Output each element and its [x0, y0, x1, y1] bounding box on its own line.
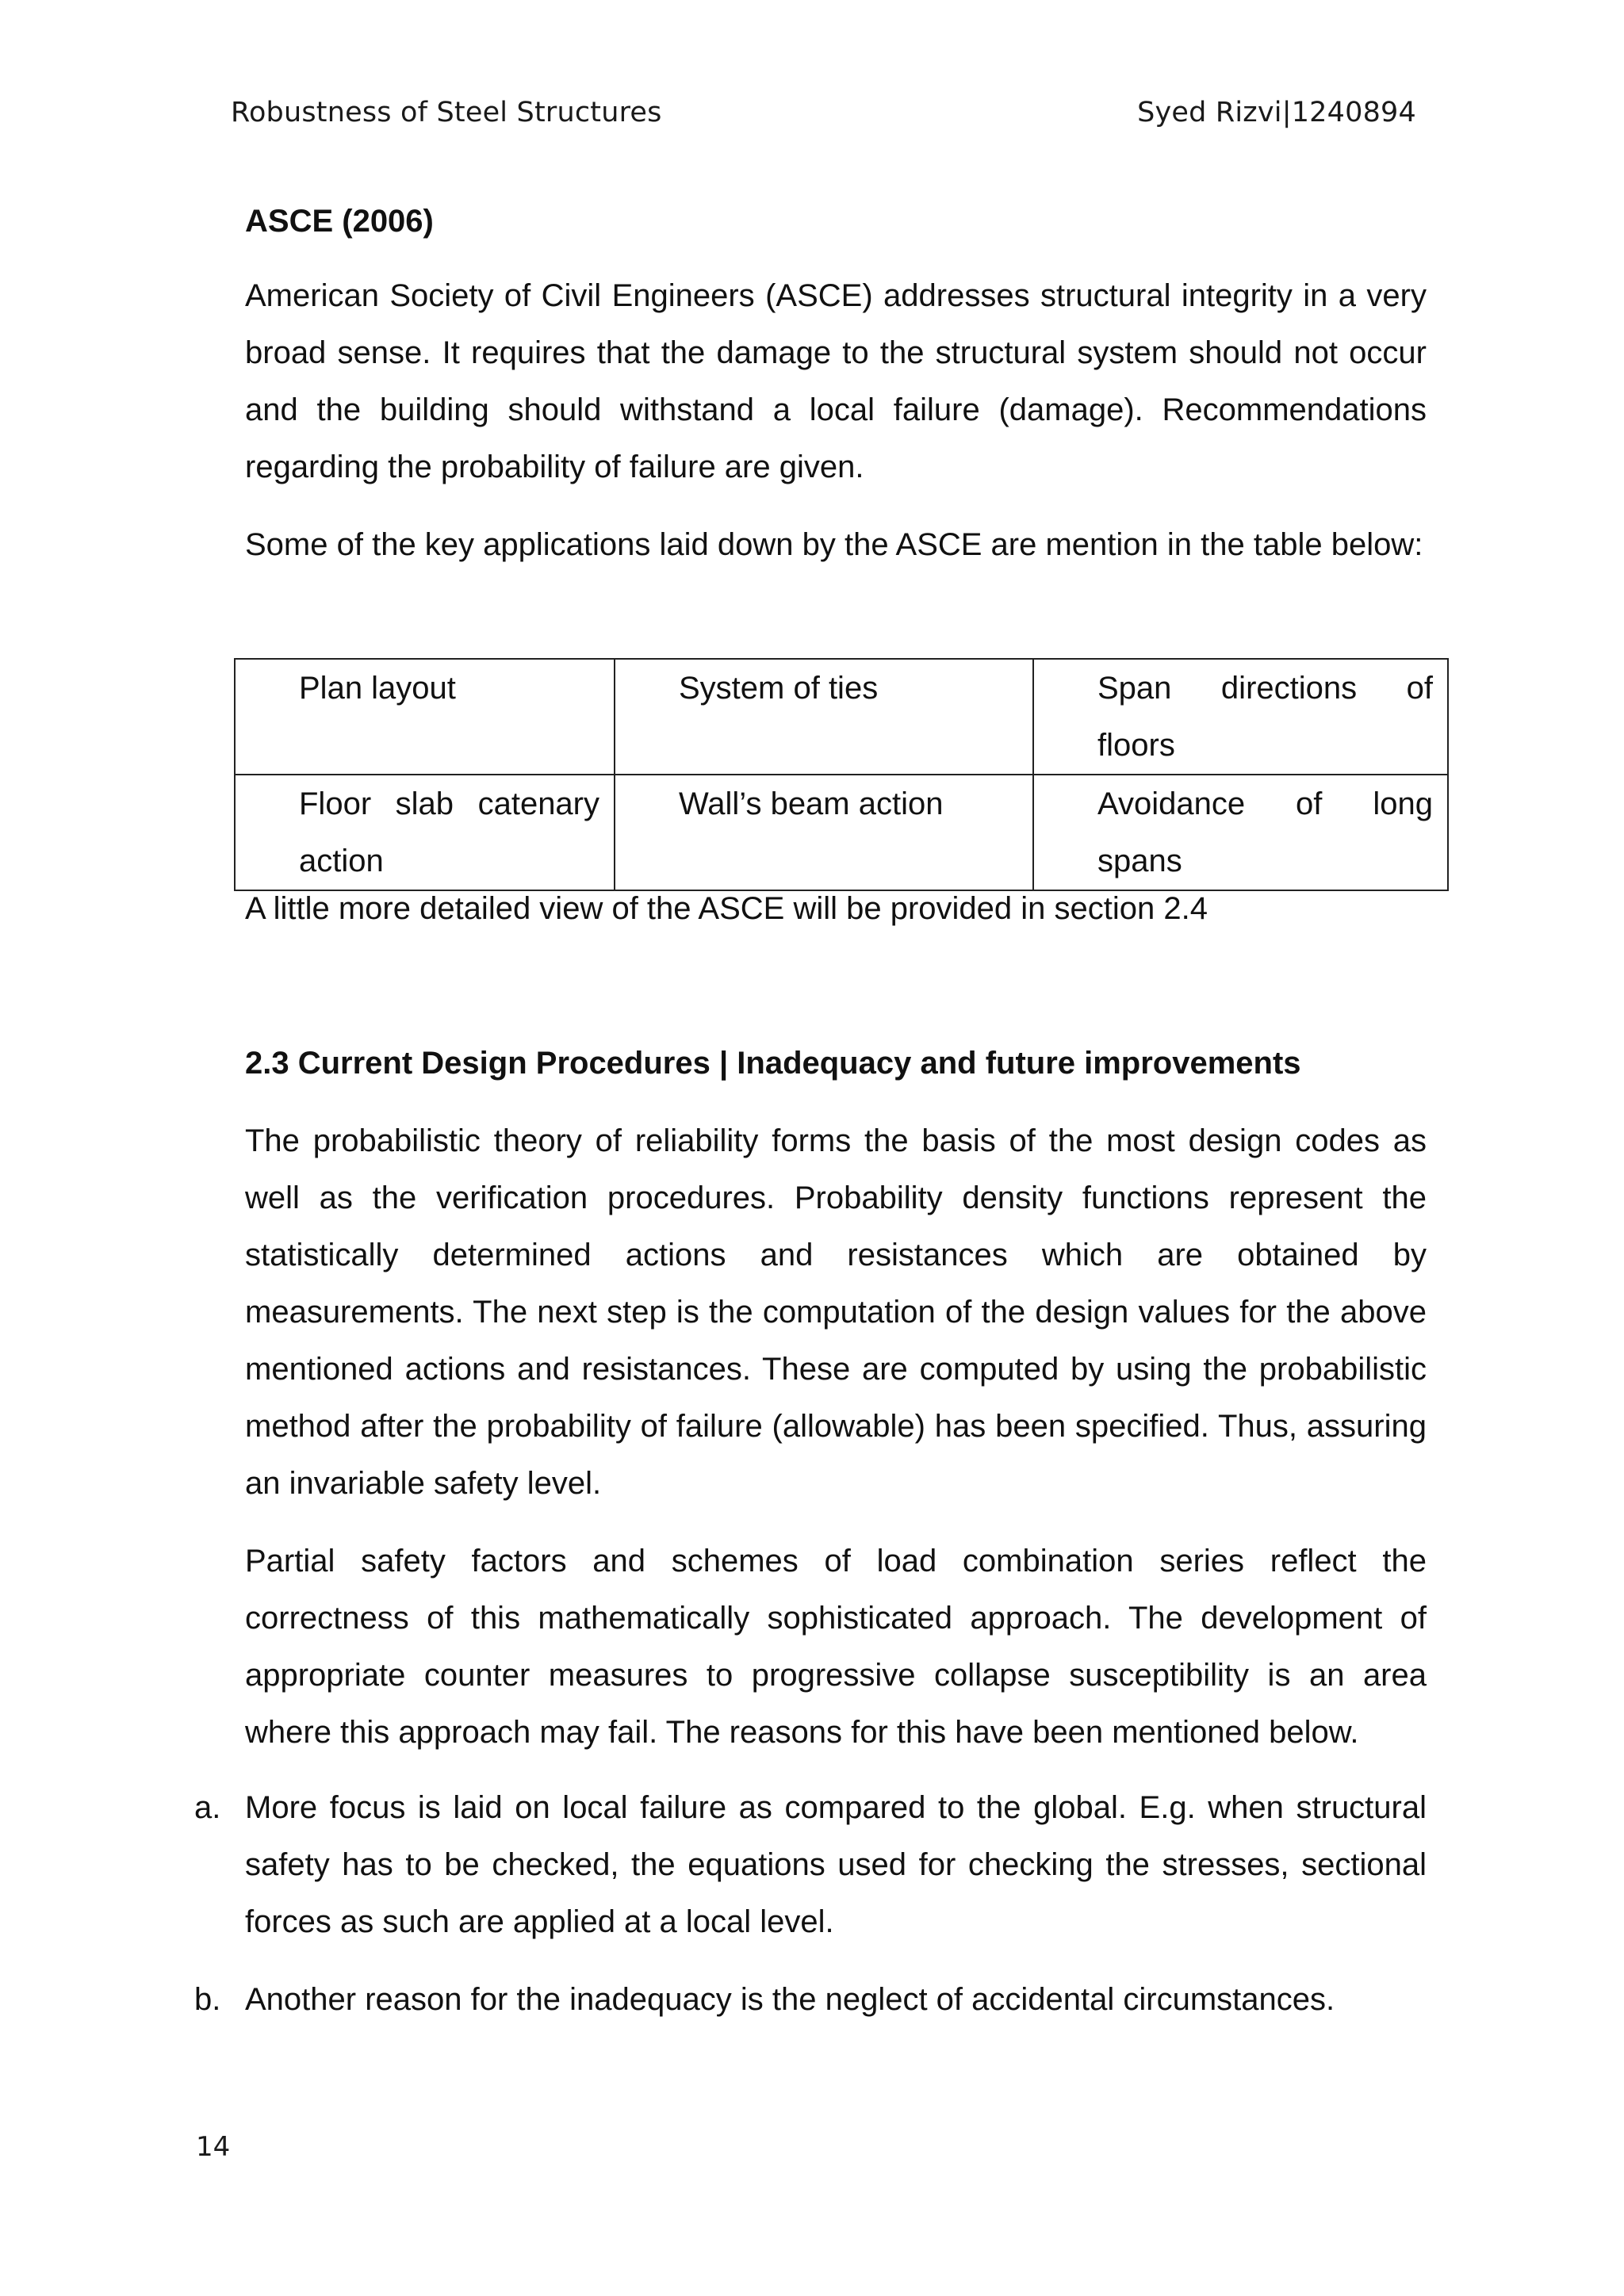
asce-paragraph-1: American Society of Civil Engineers (ASCE) addresses structural integrity in a very broad sense. It requires that the damage to the structural system should not occur and the building should withstand a local failure (damage). Recommendations regarding the probability of failure are given.: [245, 278, 1427, 484]
list-item: [194, 1971, 1427, 2028]
table-row: [235, 659, 1448, 775]
table-cell: Floor slab catenary action: [235, 775, 615, 890]
table-cell: Avoidance of long spans: [1033, 775, 1448, 890]
reasons-list: [194, 1779, 1427, 2028]
asce-heading: ASCE (2006): [245, 204, 434, 239]
list-item-text: More focus is laid on local failure as compared to the global. E.g. when structural safety has to be checked, the equations used for checking the stresses, sectional forces as such are applied at a local level.: [245, 1790, 1427, 1939]
list-marker: b.: [194, 1982, 221, 2017]
page-number: 14: [196, 2131, 231, 2163]
table-row: [235, 775, 1448, 890]
section-2-3-paragraph-1: The probabilistic theory of reliability forms the basis of the most design codes as well as the verification procedures. Probability density functions represent the statistically determined actions and resistances which are obtained by measurements. The next step is the computation of the design values for the above mentioned actions and resistances. These are computed by using the probabilistic method after the probability of failure (allowable) has been specified. Thus, assuring an invariable safety level.: [245, 1123, 1427, 1501]
section-2-3-paragraph-2: Partial safety factors and schemes of load combination series reflect the correctness of this mathematically sophisticated approach. The development of appropriate counter measures to progressive collapse susceptibility is an area where this approach may fail. The reasons for this have been mentioned below.: [245, 1544, 1427, 1750]
table-cell: Span directions of floors: [1033, 659, 1448, 775]
table-followup-note: A little more detailed view of the ASCE will be provided in section 2.4: [245, 891, 1208, 926]
table-cell: Plan layout: [235, 659, 615, 775]
section-2-3: [245, 1035, 1427, 1761]
list-marker: a.: [194, 1790, 221, 1825]
table-cell: Wall’s beam action: [615, 775, 1033, 890]
list-item: [194, 1779, 1427, 1950]
table-cell: System of ties: [615, 659, 1033, 775]
running-header-title: Robustness of Steel Structures: [231, 97, 662, 128]
section-2-3-heading: 2.3 Current Design Procedures | Inadequacy and future improvements: [245, 1046, 1301, 1081]
running-header-author: Syed Rizvi|1240894: [1137, 97, 1416, 128]
list-item-text: Another reason for the inadequacy is the neglect of accidental circumstances.: [245, 1982, 1335, 2017]
asce-section: [245, 193, 1427, 573]
asce-paragraph-2: Some of the key applications laid down by the ASCE are mention in the table below:: [245, 527, 1423, 562]
asce-applications-table: [234, 658, 1449, 891]
